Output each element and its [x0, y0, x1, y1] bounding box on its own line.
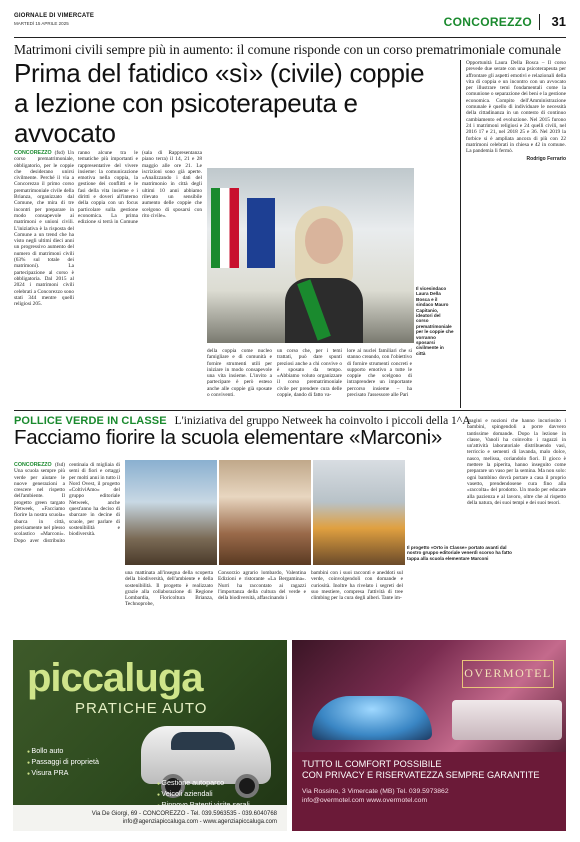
article2-col5-text: magini e nozioni che hanno incuriosito i bambini, spingendoli a porre davvero tantissime domande. Dopo la lezione in classe, Vanoli ha coinvolto i ragazzi in un'attività laboratoriale distribuendo vasi, terriccio e sementi di lavanda, malo dolce, nasco, melissa, coriandolo fiori. Il gioco è mettere la piperita, hanno inseguito come preparare un vaso per la semina. Ma non solo: ogni bambino dovrà portare a casa il proprio vasetto, prendendosene cura fino alla «raccolta» del prodotto. Un modo per educare alla pazienza e al lavoro, oltre che al rispetto della natura, dei suoi tempi e dei suoi tesori. — [467, 418, 566, 506]
article2-col1-text: (fsd) Una scuola sempre più verde per aiutare le nuove generazioni a crescere nel rispetto dell'ambiente. Il progetto green targato Netweek, «Facciamo fiorire la nostra scuola» sbarca in città, precisamente nel plesso scolastico «Marconi». Dopo aver distribuito centinaia di migliaia di semi di fiori e ortaggi per molti anni in tutto il Nord Ovest, il progetto «ColtiviAmo» del gruppo editoriale Netweek, anche quest'anno ha deciso di sbarcare in decine di scuole, per parlare di sostenibilità e biodiversità. — [14, 462, 120, 544]
article1-photo-caption: Il vicesindaco Laura Della Bosca e il sindaco Mauro Capitanio, ideatori del corso prematrimoniale per le coppie che vorranno sposarsi civilmente in città — [416, 286, 454, 356]
article2-kicker: L'iniziativa del gruppo Netweek ha coinvolto i piccoli della 1^A — [174, 415, 471, 427]
page-header — [14, 12, 566, 38]
article2-column-5 — [467, 418, 566, 634]
article2-column-1 — [14, 462, 120, 634]
eu-flag — [247, 198, 275, 268]
ad2-contacts[interactable]: info@overmotel.com www.overmotel.com — [302, 797, 428, 804]
article1-title-line1: Prima del fatidico «sì» (civile) coppie — [14, 58, 425, 88]
article1-column-2 — [78, 150, 202, 405]
classroom-photo-3 — [313, 460, 405, 565]
classroom-photo-2 — [219, 460, 311, 565]
ad1-service: ● Visura PRA — [27, 768, 99, 779]
article1-column-6 — [466, 60, 566, 406]
issue-date: MARTEDÌ 15 APRILE 2025 — [14, 21, 69, 26]
article1-column-1 — [14, 150, 74, 405]
overmotel-logo: OVERMOTEL — [462, 660, 554, 688]
article1-col5-text: lore ai nuclei familiari che si stanno creando, con l'obiettivo di fornire strumenti concreti e supporto emotivo a tutte le coppie che scelgono di intraprendere un importante percorso insieme – ha precisato l'assessore alle Pari — [347, 348, 412, 399]
person-figure — [289, 206, 359, 343]
article2-column-4 — [311, 570, 403, 634]
overmotel-advertisement[interactable] — [292, 640, 566, 831]
page-number: 31 — [551, 14, 566, 29]
ad1-address: Via De Giorgi, 69 - CONCOREZZO - Tel. 039.5963535 - 039.6040768 — [91, 811, 277, 817]
article1-col2-text: ranno alcune tra le tematiche più importanti e rappresentative del vivere insieme: la comunicazione emotiva nella coppia, la gestione dei conflitti e le fasi della vita insieme e i diritti e doveri all'interno della coppia con un focus particolare sulla gestione economica. La prima edizione si terrà in Comune (sala di Rappresentanza piano terra) il 14, 21 e 28 maggio alle ore 21. Le iscrizioni sono già aperte. «Analizzando i dati del matrimonio in città degli ultimi 10 anni abbiamo rilevato un sensibile aumento delle coppie che scelgono di sposarsi con rito civile». — [78, 150, 202, 226]
ad1-contacts[interactable]: info@agenziapiccaluga.com - www.agenziapiccaluga.com — [122, 819, 277, 825]
article1-kicker: Matrimoni civili sempre più in aumento: il comune risponde con un corso prematrimoniale comunale — [14, 42, 561, 57]
ad2-headline-1: TUTTO IL COMFORT POSSIBILE — [302, 759, 442, 769]
column-rule — [460, 60, 461, 408]
ad1-service: ● Bollo auto — [27, 746, 99, 757]
article2-col4-text: bambini con i suoi racconti e aneddoti sul verde, coinvolgendoli con domande e curiosità. Inoltre ha rivelato i segreti del suo mestiere, compresa l'attività di tree climbing per la cura degli alberi. Tante im- — [311, 570, 403, 602]
article2-column-3 — [218, 570, 306, 634]
masthead: GIORNALE DI VIMERCATE — [14, 13, 95, 19]
piccaluga-advertisement[interactable] — [13, 640, 287, 831]
jacuzzi-image — [312, 696, 432, 740]
article2-column-2 — [125, 570, 213, 634]
ad1-service: ● Gestione autoparco — [157, 778, 250, 789]
bed-image — [452, 700, 562, 740]
ad2-text-panel — [292, 752, 566, 831]
ad1-services-left — [27, 746, 99, 779]
article2-title: Facciamo fiorire la scuola elementare «Marconi» — [14, 426, 442, 449]
overmotel-room-photo — [292, 640, 566, 752]
piccaluga-logo: piccaluga — [27, 656, 203, 700]
article1-col3-text: della coppia come nucleo famigliare e di comunità e fornire strumenti utili per iniziare in modo consapevole una vita insieme. L'invito a partecipare è però esteso anche alle coppie già sposate o conviventi. — [207, 348, 272, 399]
article1-col6-text: Opportunità Laura Della Bosca – Il corso prevede due serate con una psicoterapeuta per affrontare gli aspetti emotivi e relazionali della vita di coppia e un incontro con un avvocato per illustrare temi fondamentali come la comunione o separazione dei beni e la gestione economica. Compito dell'Amministrazione comunale è quello di individuare le necessità della cittadinanza in un contesto di continuo cambiamento ed evoluzione. Nel 2015 furono 24 i matrimoni religiosi e 24 quelli civili, nel 2016 17 e 21, nel 2018 25 e 36. Nel 2019 la forbice si è ampliata ancora di più con 22 matrimoni celebrati in chiesa e 42 in comune. La pandemia li fermò. — [466, 60, 566, 155]
italian-flag — [211, 188, 239, 268]
article2-photos — [125, 460, 405, 565]
article1-col4-text: un corso che, per i temi trattati, può dare spunti preziosi anche a chi convive o è sposato da tempo. «Abbiamo voluto organizzare il corso prematrimoniale civile per prendere cura delle coppie, dando di fatto va- — [277, 348, 342, 399]
ad1-footer — [13, 805, 287, 831]
ad2-address: Via Rossino, 3 Vimercate (MB) Tel. 039.5973862 — [302, 788, 449, 795]
article2-section-tag: POLLICE VERDE IN CLASSE — [14, 415, 167, 427]
article1-column-5 — [347, 348, 412, 406]
header-divider — [539, 14, 541, 30]
article1-photo — [207, 168, 414, 343]
article1-column-3 — [207, 348, 272, 406]
article1-title-line2: a lezione con psicoterapeuta e avvocato — [14, 88, 358, 148]
section-name: CONCOREZZO — [443, 15, 532, 29]
article2-lead: CONCOREZZO — [14, 462, 52, 468]
classroom-photo-1 — [125, 460, 217, 565]
article1-lead: CONCOREZZO — [14, 150, 52, 156]
ad2-headline-2: CON PRIVACY E RISERVATEZZA SEMPRE GARANTITE — [302, 770, 540, 780]
article2-photo-caption: Il progetto «Orto in Classe» portato avanti dal nostro gruppo editoriale venerdì scorso ha fatto tappa alla scuola elementare Marconi — [407, 545, 512, 561]
article1-column-4 — [277, 348, 342, 406]
piccaluga-tagline: PRATICHE AUTO — [75, 700, 208, 717]
article2-col2-text: una mattinata all'insegna della scoperta della biodiversità, dell'ambiente e della sostenibilità. Il progetto è realizzato grazie alla collaborazione di Regione Lombardia, Floricoltura Brianza, Technoprobe, — [125, 570, 213, 608]
ad1-service: ● Veicoli aziendali — [157, 789, 250, 800]
article1-signature: Rodrigo Ferrario — [526, 156, 566, 163]
article1-col1-text: (fsd) Un corso prematrimoniale, obbligatorio, per le coppie che desiderano unirsi civilmente. Perché il via a Concorezzo il primo corso prematrimoniale civile della Brianza, organizzato dal Comune, che mira di tre incontri per preparare in modo consapevole ai matrimoni e unioni civili. L'iniziativa è la risposta del Comune a un trend che ha visto negli ultimi dieci anni un progressivo aumento del numero di matrimoni civili (63% sul totale dei matrimoni). La partecipazione al corso è obbligatoria. Dal 2015 al 2024 i matrimoni civili celebrati a Concorezzo sono stati 344 mentre quelli religiosi 205. — [14, 150, 74, 308]
article2-col3-text: Consorzio agrario lombardo, Valentina Edizioni e ristorante «La Bergamina». Nurri ha raccontato ai ragazzi l'importanza della cultura del verde e della biodiversità, affascinando i — [218, 570, 306, 602]
article1-title — [14, 58, 466, 148]
ad1-service: ● Passaggi di proprietà — [27, 757, 99, 768]
